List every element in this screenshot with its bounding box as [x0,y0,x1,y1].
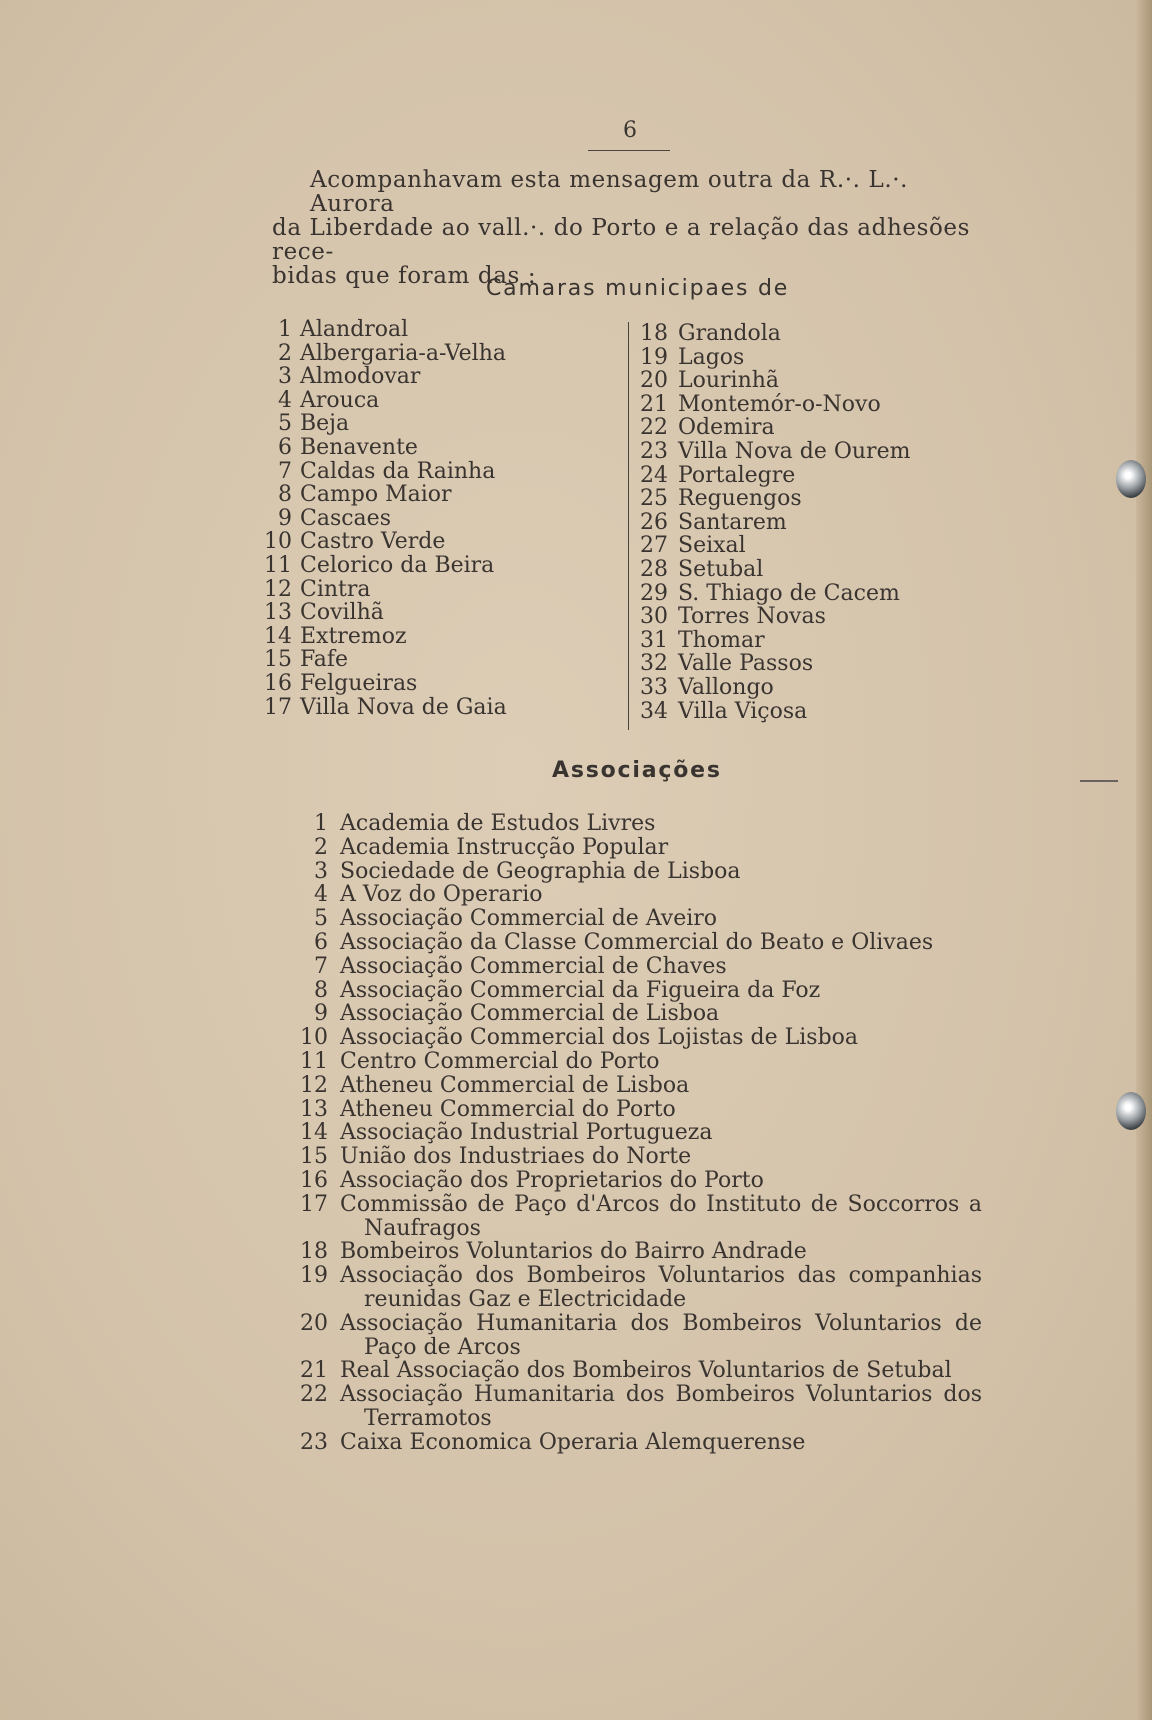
associacoes-heading: Associações [552,758,722,783]
item-number: 4 [278,387,292,413]
binding-tab-icon [1116,1092,1146,1130]
item-name: Villa Nova de Gaia [300,694,507,720]
list-item [292,955,982,979]
list-item [640,676,970,700]
item-number: 30 [640,604,668,630]
item-number: 26 [640,509,668,535]
item-name: Torres Novas [678,604,826,630]
item-name: Real Associação dos Bombeiros Voluntarios de Setubal [340,1358,952,1384]
list-item [640,652,970,676]
list-item [292,836,982,860]
item-name: Albergaria-a-Velha [300,340,507,366]
intro-line: da Liberdade ao vall.·. do Porto e a relação das adhesões rece- [272,215,971,265]
list-item [640,582,970,606]
item-name: Beja [300,411,350,437]
list-item [258,578,638,602]
item-number: 6 [278,434,292,460]
item-name: Covilhã [300,600,384,626]
list-item [258,365,638,389]
item-number: 13 [264,600,292,626]
item-number: 2 [314,834,328,860]
item-number: 14 [264,623,292,649]
list-item [258,389,638,413]
list-item [640,346,970,370]
list-item [292,979,982,1003]
list-item [640,487,970,511]
list-item [640,700,970,724]
list-item [292,1336,982,1360]
item-number: 20 [640,368,668,394]
item-name: Santarem [678,509,787,535]
list-item [292,1407,982,1431]
item-name: Lagos [678,344,745,370]
list-item [292,1359,982,1383]
item-name: Reguengos [678,486,802,512]
item-number: 11 [264,552,292,578]
item-number: 29 [640,580,668,606]
list-item [292,1217,982,1241]
item-number: 12 [300,1072,328,1098]
item-number: 17 [300,1191,328,1217]
list-item [640,534,970,558]
column-divider [628,322,629,730]
item-name: Fafe [300,647,349,673]
item-name: Centro Commercial do Porto [340,1048,660,1074]
list-item [292,812,982,836]
item-name: Montemór-o-Novo [678,391,881,417]
item-name: Valle Passos [678,651,814,677]
item-name: Caldas da Rainha [300,458,496,484]
list-item [258,412,638,436]
item-number: 1 [278,317,292,342]
margin-mark [1080,780,1118,782]
list-item [258,318,638,342]
item-name: Almodovar [300,364,421,390]
item-name: Associação Commercial da Figueira da Foz [340,977,821,1003]
item-number: 25 [640,486,668,512]
item-name: Vallongo [678,674,774,700]
list-item [258,696,638,720]
item-number: 10 [300,1025,328,1051]
intro-line: Acompanhavam esta mensagem outra da R.·. L.·. Aurora [310,167,909,217]
item-number: 5 [314,906,328,932]
list-item [640,605,970,629]
item-number: 9 [314,1001,328,1027]
list-item [292,907,982,931]
item-number: 21 [300,1358,328,1384]
item-number: 4 [314,882,328,908]
item-name: Arouca [300,387,380,413]
item-name: Associação Commercial de Aveiro [340,906,718,932]
intro-paragraph [272,168,992,288]
item-number: 20 [300,1310,328,1336]
list-item [292,1169,982,1193]
item-name: Setubal [678,556,764,582]
list-item [258,625,638,649]
item-number: 22 [300,1382,328,1408]
item-name: Cintra [300,576,371,602]
list-item [292,860,982,884]
list-item [292,1121,982,1145]
item-number: 33 [640,674,668,700]
item-name: Associação da Classe Commercial do Beato e Olivaes [340,929,934,955]
item-name: Odemira [678,415,775,441]
item-name: Atheneu Commercial do Porto [340,1096,676,1122]
item-name: Castro Verde [300,529,446,555]
item-name: Commissão de Paço d'Arcos do Instituto de Soccorros a [340,1191,982,1217]
list-item [292,1288,982,1312]
item-number: 17 [264,694,292,720]
list-item [292,1193,982,1217]
item-number: 19 [640,344,668,370]
item-name: Academia de Estudos Livres [340,811,656,836]
list-item [640,464,970,488]
item-number: 28 [640,556,668,582]
item-number: 10 [264,529,292,555]
item-name: Sociedade de Geographia de Lisboa [340,858,741,884]
item-number: 23 [300,1429,328,1455]
list-item [258,507,638,531]
item-name: Grandola [678,321,781,346]
item-number: 8 [278,482,292,508]
list-item [292,1431,982,1455]
list-item [292,1145,982,1169]
page-number-rule [588,150,670,151]
associacoes-list [292,812,982,1455]
item-name: Lourinhã [678,368,780,394]
item-number: 31 [640,627,668,653]
item-name: Associação Industrial Portugueza [340,1120,713,1146]
list-item [640,416,970,440]
list-item [258,483,638,507]
camaras-list-right [640,322,970,723]
item-name: Atheneu Commercial de Lisboa [340,1072,690,1098]
list-item [292,1240,982,1264]
binding-tab-icon [1116,460,1146,498]
item-name: Terramotos [364,1405,492,1431]
item-name: Villa Viçosa [678,698,808,724]
list-item [258,648,638,672]
list-item [258,460,638,484]
list-item [640,322,970,346]
item-name: Thomar [678,627,765,653]
item-number: 7 [278,458,292,484]
list-item [640,440,970,464]
item-number: 11 [300,1048,328,1074]
list-item [292,1383,982,1407]
item-name: Academia Instrucção Popular [340,834,669,860]
item-number: 7 [314,953,328,979]
item-number: 21 [640,391,668,417]
item-number: 5 [278,411,292,437]
list-item [258,672,638,696]
list-item [640,393,970,417]
item-number: 27 [640,533,668,559]
item-number: 15 [264,647,292,673]
item-name: Extremoz [300,623,407,649]
item-number: 32 [640,651,668,677]
list-item [292,1098,982,1122]
item-name: Associação Humanitaria dos Bombeiros Voluntarios dos [340,1382,982,1408]
list-item [292,1264,982,1288]
item-number: 6 [314,929,328,955]
list-item [640,558,970,582]
item-name: Cascaes [300,505,391,531]
item-number: 22 [640,415,668,441]
list-item [640,511,970,535]
item-name: Benavente [300,434,418,460]
item-number: 18 [300,1239,328,1265]
list-item [292,931,982,955]
item-name: A Voz do Operario [340,882,543,908]
item-name: Portalegre [678,462,796,488]
item-name: Associação Commercial dos Lojistas de Lisboa [340,1025,859,1051]
item-number: 9 [278,505,292,531]
item-number: 18 [640,321,668,346]
item-name: Alandroal [300,317,409,342]
item-name: Associação Commercial de Lisboa [340,1001,720,1027]
item-name: Associação Humanitaria dos Bombeiros Voluntarios de [340,1310,982,1336]
list-item [258,554,638,578]
list-item [258,436,638,460]
list-item [292,883,982,907]
item-number: 12 [264,576,292,602]
list-item [640,629,970,653]
item-name: Caixa Economica Operaria Alemquerense [340,1429,806,1455]
item-number: 2 [278,340,292,366]
item-name: Felgueiras [300,670,418,696]
item-name: reunidas Gaz e Electricidade [364,1286,687,1312]
list-item [258,601,638,625]
item-name: Campo Maior [300,482,452,508]
item-name: União dos Industriaes do Norte [340,1144,692,1170]
item-name: Celorico da Beira [300,552,495,578]
item-number: 3 [314,858,328,884]
item-number: 14 [300,1120,328,1146]
page-edge [1136,0,1152,1720]
item-number: 8 [314,977,328,1003]
list-item [292,1312,982,1336]
item-name: Naufragos [364,1215,481,1241]
page-number: 6 [623,118,637,143]
item-name: Paço de Arcos [364,1334,521,1360]
camaras-list-left [258,318,638,719]
list-item [292,1026,982,1050]
list-item [640,369,970,393]
item-name: Associação dos Proprietarios do Porto [340,1167,764,1193]
item-name: S. Thiago de Cacem [678,580,900,606]
list-item [292,1002,982,1026]
item-number: 1 [314,811,328,836]
list-item [258,342,638,366]
item-name: Associação dos Bombeiros Voluntarios das companhias [340,1263,982,1289]
camaras-heading: Camaras municipaes de [486,276,790,301]
item-number: 16 [300,1167,328,1193]
item-number: 3 [278,364,292,390]
item-number: 13 [300,1096,328,1122]
list-item [258,530,638,554]
item-name: Bombeiros Voluntarios do Bairro Andrade [340,1239,807,1265]
item-number: 24 [640,462,668,488]
list-item [292,1050,982,1074]
item-name: Villa Nova de Ourem [678,438,911,464]
intro-line: bidas que foram das : [272,263,537,289]
item-number: 34 [640,698,668,724]
item-number: 19 [300,1263,328,1289]
item-name: Associação Commercial de Chaves [340,953,727,979]
list-item [292,1074,982,1098]
item-number: 15 [300,1144,328,1170]
item-number: 16 [264,670,292,696]
item-name: Seixal [678,533,746,559]
item-number: 23 [640,438,668,464]
